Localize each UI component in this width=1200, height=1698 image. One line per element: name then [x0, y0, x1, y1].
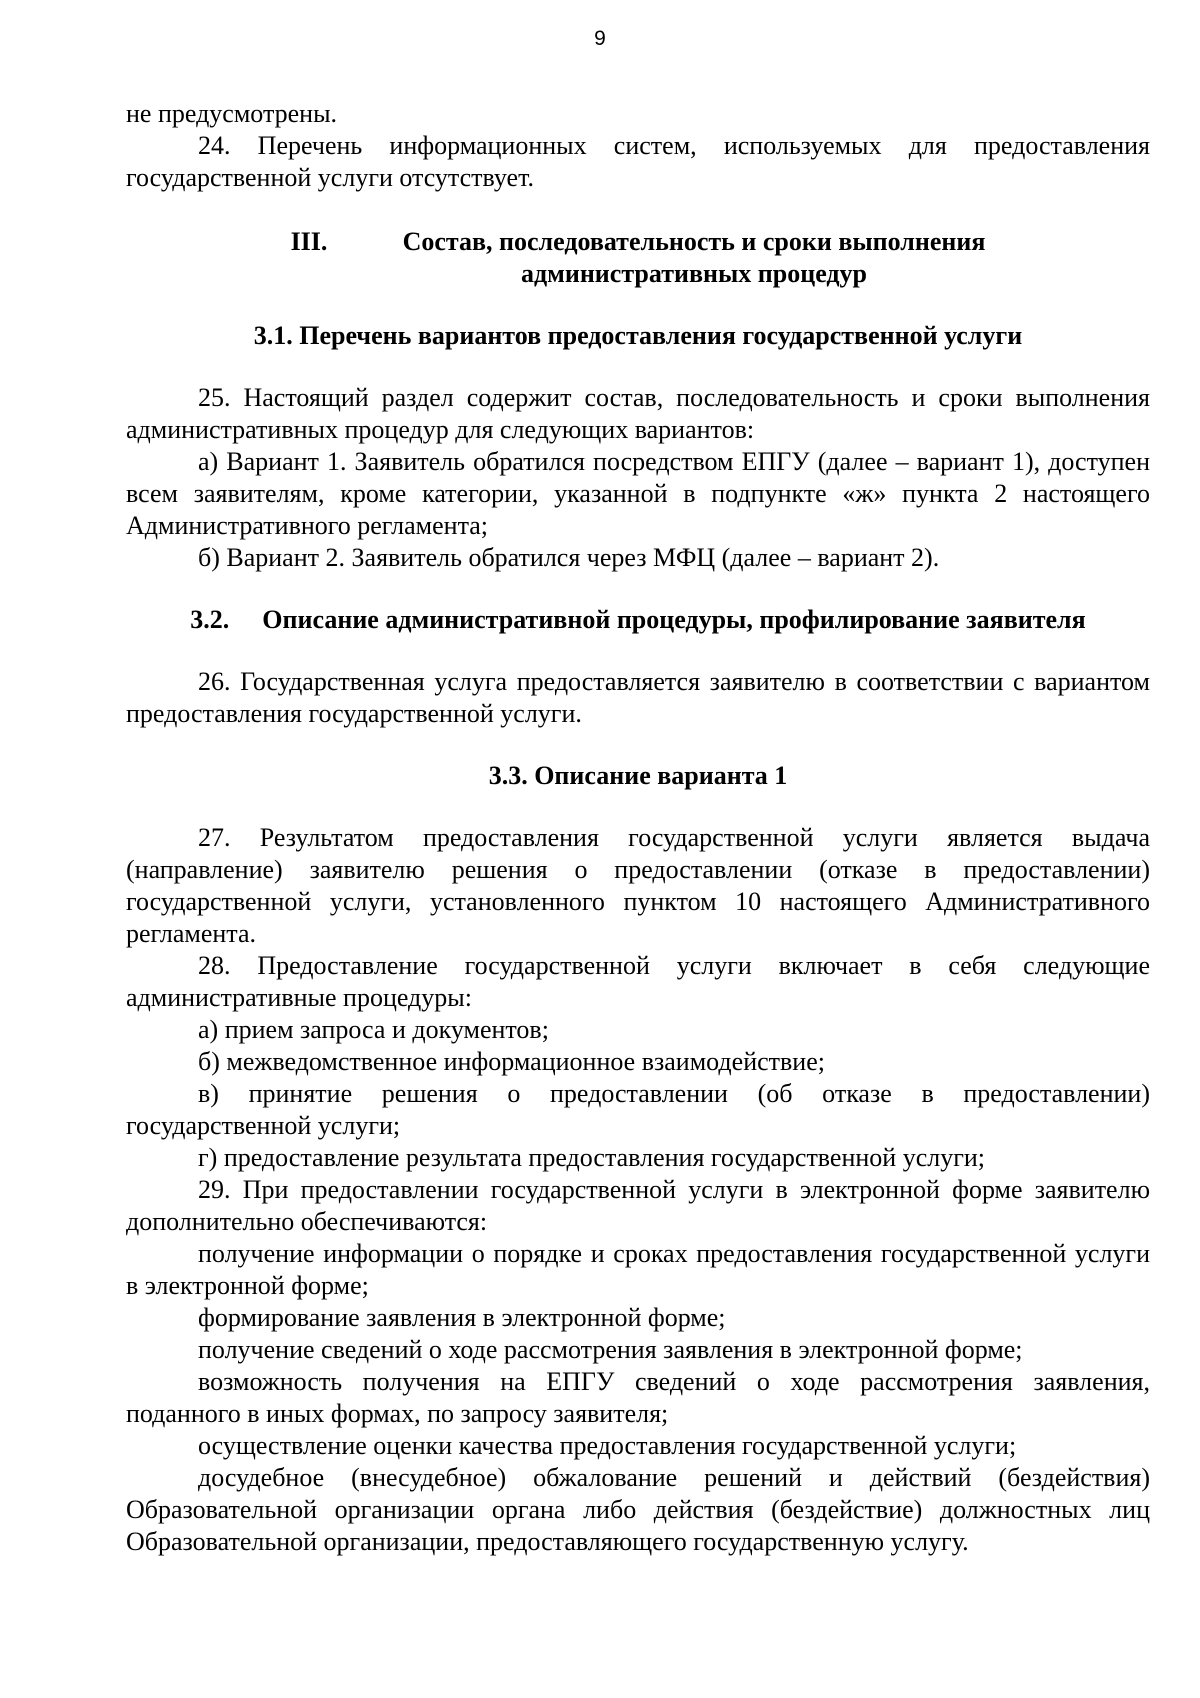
paragraph-28d: г) предоставление результата предоставления государственной услуги; — [198, 1143, 986, 1172]
paragraph-29-item: возможность получения на ЕПГУ сведений о ходе рассмотрения заявления, поданного в иных формах, по запросу заявителя; — [126, 1367, 1150, 1428]
subsection-3-3-heading: 3.3. Описание варианта 1 — [488, 761, 788, 790]
section-3-heading — [126, 226, 1150, 290]
subsection-3-2-number: 3.2. — [190, 605, 230, 634]
paragraph-25: 25. Настоящий раздел содержит состав, последовательность и сроки выполнения административных процедур для следующих вариантов: — [126, 383, 1150, 444]
paragraph-28a: а) прием запроса и документов; — [198, 1015, 549, 1044]
paragraph-29: 29. При предоставлении государственной услуги в электронной форме заявителю дополнительно обеспечиваются: — [126, 1175, 1150, 1236]
paragraph-25a: а) Вариант 1. Заявитель обратился посредством ЕПГУ (далее – вариант 1), доступен всем заявителям, кроме категории, указанной в подпункте «ж» пункта 2 настоящего Административного регламента; — [126, 447, 1150, 540]
section-3-title-line2: административных процедур — [520, 259, 868, 288]
section-3-title-line1: Состав, последовательность и сроки выполнения — [402, 227, 986, 256]
paragraph: не предусмотрены. — [126, 99, 338, 128]
subsection-3-2-title: Описание административной процедуры, профилирование заявителя — [262, 605, 1086, 634]
paragraph-28b: б) межведомственное информационное взаимодействие; — [198, 1047, 825, 1076]
paragraph-29-item: получение информации о порядке и сроках предоставления государственной услуги в электронной форме; — [126, 1239, 1150, 1300]
paragraph-29-item: досудебное (внесудебное) обжалование решений и действий (бездействия) Образовательной организации органа либо действия (бездействие) должностных лиц Образовательной организации, предоставляющего государственную услугу. — [126, 1463, 1150, 1556]
subsection-3-1-heading: 3.1. Перечень вариантов предоставления государственной услуги — [253, 321, 1023, 350]
paragraph-29-item: получение сведений о ходе рассмотрения заявления в электронной форме; — [198, 1335, 1023, 1364]
page-number: 9 — [594, 27, 606, 50]
paragraph-29-item: формирование заявления в электронной форме; — [198, 1303, 726, 1332]
paragraph-26: 26. Государственная услуга предоставляется заявителю в соответствии с вариантом предоставления государственной услуги. — [126, 667, 1150, 728]
subsection-3-2-heading — [126, 604, 1150, 636]
paragraph-27: 27. Результатом предоставления государственной услуги является выдача (направление) заявителю решения о предоставлении (отказе в предоставлении) государственной услуги, установленного пунктом 10 настоящего Административного регламента. — [126, 823, 1150, 948]
paragraph-24: 24. Перечень информационных систем, используемых для предоставления государственной услуги отсутствует. — [126, 131, 1150, 192]
section-3-number: III. — [290, 227, 328, 256]
page-content — [126, 98, 1150, 1558]
paragraph-28: 28. Предоставление государственной услуги включает в себя следующие административные процедуры: — [126, 951, 1150, 1012]
paragraph-29-item: осуществление оценки качества предоставления государственной услуги; — [198, 1431, 1017, 1460]
paragraph-28c: в) принятие решения о предоставлении (об отказе в предоставлении) государственной услуги; — [126, 1079, 1150, 1140]
paragraph-25b: б) Вариант 2. Заявитель обратился через МФЦ (далее – вариант 2). — [198, 543, 940, 572]
